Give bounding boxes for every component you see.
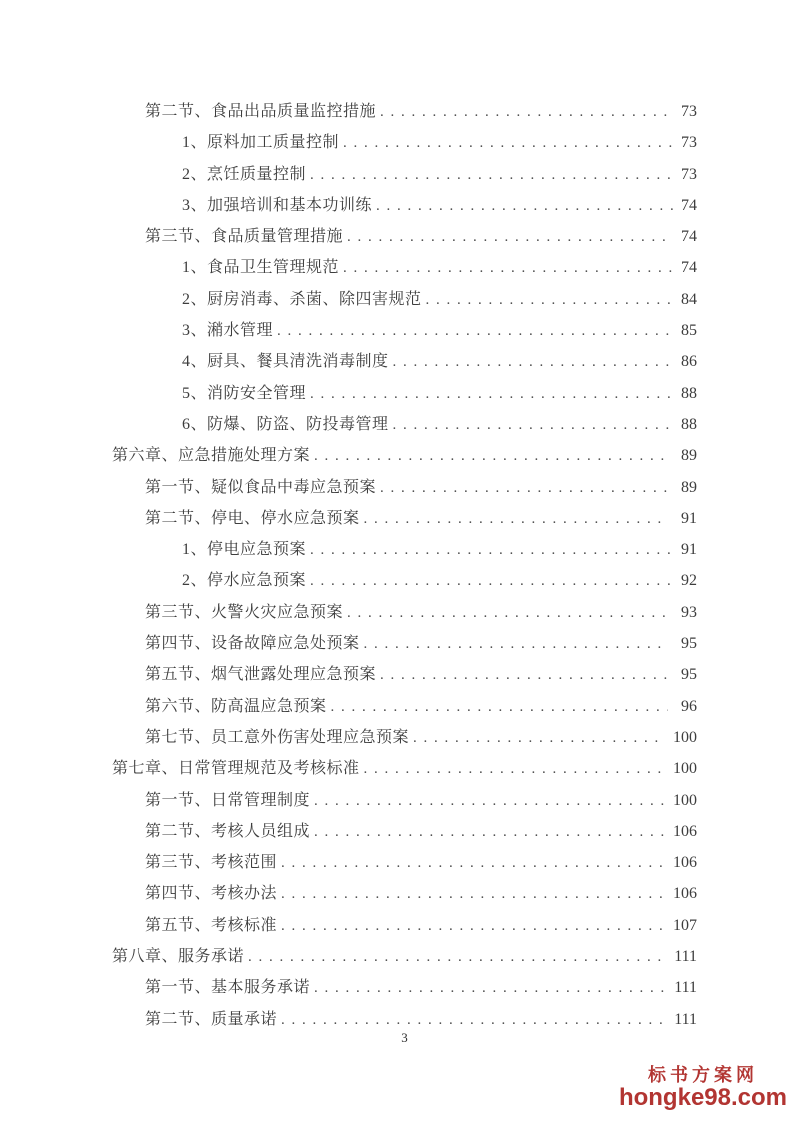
toc-entry-page: 100 [673, 791, 697, 809]
toc-entry-page: 85 [681, 322, 697, 340]
toc-entry-label: 2、烹饪质量控制 [182, 165, 307, 183]
toc-dot-leader [310, 159, 675, 190]
toc-entry [112, 284, 697, 315]
toc-entry-page: 88 [681, 384, 697, 402]
toc-entry [112, 190, 697, 221]
toc-entry-page: 86 [681, 353, 697, 371]
toc-entry-label: 第四节、设备故障应急处预案 [145, 635, 360, 653]
toc-entry-page: 95 [681, 666, 697, 684]
toc-dot-leader [347, 221, 668, 252]
toc-entry-page: 106 [673, 885, 697, 903]
toc-entry-page: 84 [681, 290, 697, 308]
toc-entry [112, 503, 697, 534]
toc-entry [112, 628, 697, 659]
toc-entry [112, 785, 697, 816]
toc-dot-leader [314, 785, 666, 816]
toc-entry-label: 1、食品卫生管理规范 [182, 259, 340, 277]
toc-entry-label: 第六章、应急措施处理方案 [112, 447, 311, 465]
toc-entry-label: 第三节、火警火灾应急预案 [145, 603, 344, 621]
toc-entry-label: 第六节、防高温应急预案 [145, 697, 327, 715]
toc-entry-page: 106 [673, 854, 697, 872]
watermark-site-name: 标书方案网 [647, 1064, 758, 1085]
toc-entry-page: 74 [681, 259, 697, 277]
toc-entry [112, 378, 697, 409]
toc-dot-leader [393, 409, 675, 440]
toc-entry [112, 472, 697, 503]
toc-entry-label: 第二节、质量承诺 [145, 1010, 278, 1028]
toc-entry [112, 597, 697, 628]
toc-dot-leader [426, 284, 675, 315]
toc-entry-label: 第八章、服务承诺 [112, 948, 245, 966]
toc-entry-page: 111 [674, 948, 697, 966]
toc-entry [112, 847, 697, 878]
toc-entry-label: 第七章、日常管理规范及考核标准 [112, 760, 360, 778]
toc-entry-page: 91 [681, 541, 697, 559]
toc-entry-label: 第一节、基本服务承诺 [145, 979, 311, 997]
toc-dot-leader [343, 252, 675, 283]
toc-entry [112, 910, 697, 941]
toc-entry-page: 93 [681, 603, 697, 621]
toc-entry-label: 第二节、停电、停水应急预案 [145, 509, 360, 527]
toc-dot-leader [343, 127, 675, 158]
toc-dot-leader [347, 597, 668, 628]
toc-entry-label: 第四节、考核办法 [145, 885, 278, 903]
toc-dot-leader [364, 503, 668, 534]
page-number: 3 [401, 1030, 408, 1045]
toc-dot-leader [364, 628, 668, 659]
toc-dot-leader [364, 753, 666, 784]
toc-dot-leader [413, 722, 666, 753]
toc-entry [112, 878, 697, 909]
toc-entry-label: 第二节、食品出品质量监控措施 [145, 103, 377, 120]
toc-entry [112, 565, 697, 596]
toc-dot-leader [380, 96, 668, 127]
toc-entry [112, 315, 697, 346]
toc-entry [112, 534, 697, 565]
toc-entry-page: 107 [673, 916, 697, 934]
toc-entry-label: 第一节、疑似食品中毒应急预案 [145, 478, 377, 496]
toc-entry-page: 91 [681, 509, 697, 527]
toc-dot-leader [314, 440, 668, 471]
table-of-contents [112, 96, 697, 1035]
toc-entry-page: 73 [681, 103, 697, 120]
toc-dot-leader [310, 534, 675, 565]
toc-dot-leader [314, 816, 666, 847]
page-footer [112, 1030, 697, 1046]
toc-entry-page: 111 [674, 1010, 697, 1028]
toc-entry [112, 691, 697, 722]
toc-entry-page: 73 [681, 165, 697, 183]
toc-entry [112, 409, 697, 440]
toc-entry-page: 73 [681, 134, 697, 152]
toc-entry [112, 221, 697, 252]
toc-entry-label: 第一节、日常管理制度 [145, 791, 311, 809]
toc-entry [112, 941, 697, 972]
toc-dot-leader [380, 659, 668, 690]
toc-entry-page: 74 [681, 196, 697, 214]
toc-entry-page: 89 [681, 447, 697, 465]
toc-dot-leader [393, 346, 675, 377]
toc-entry-label: 1、停电应急预案 [182, 541, 307, 559]
toc-dot-leader [380, 472, 668, 503]
toc-entry-page: 100 [673, 728, 697, 746]
toc-entry-page: 92 [681, 572, 697, 590]
toc-entry [112, 816, 697, 847]
toc-entry-label: 4、厨具、餐具清洗消毒制度 [182, 353, 389, 371]
toc-dot-leader [281, 910, 666, 941]
toc-entry-label: 6、防爆、防盗、防投毒管理 [182, 415, 389, 433]
toc-entry [112, 722, 697, 753]
toc-entry-label: 第二节、考核人员组成 [145, 822, 311, 840]
toc-dot-leader [281, 847, 666, 878]
toc-entry-page: 111 [674, 979, 697, 997]
toc-entry-label: 第三节、考核范围 [145, 854, 278, 872]
toc-entry-page: 89 [681, 478, 697, 496]
toc-entry [112, 972, 697, 1003]
toc-dot-leader [281, 878, 666, 909]
toc-entry-label: 2、厨房消毒、杀菌、除四害规范 [182, 290, 422, 308]
toc-entry [112, 659, 697, 690]
toc-entry-page: 106 [673, 822, 697, 840]
toc-dot-leader [277, 315, 675, 346]
toc-entry [112, 440, 697, 471]
toc-dot-leader [331, 691, 668, 722]
toc-entry [112, 753, 697, 784]
toc-entry-label: 第五节、考核标准 [145, 916, 278, 934]
toc-dot-leader [376, 190, 675, 221]
toc-entry [112, 96, 697, 127]
toc-entry-label: 3、潲水管理 [182, 322, 274, 340]
toc-entry-page: 100 [673, 760, 697, 778]
watermark-site-url: hongke98.com [618, 1083, 787, 1111]
toc-entry-label: 5、消防安全管理 [182, 384, 307, 402]
toc-entry [112, 252, 697, 283]
toc-entry-page: 88 [681, 415, 697, 433]
toc-entry-page: 74 [681, 228, 697, 246]
toc-dot-leader [310, 378, 675, 409]
toc-entry-page: 96 [681, 697, 697, 715]
toc-dot-leader [248, 941, 667, 972]
toc-entry-label: 第七节、员工意外伤害处理应急预案 [145, 728, 410, 746]
toc-entry-label: 1、原料加工质量控制 [182, 134, 340, 152]
toc-entry [112, 127, 697, 158]
watermark [619, 1066, 787, 1110]
toc-entry-page: 95 [681, 635, 697, 653]
toc-entry [112, 159, 697, 190]
toc-dot-leader [310, 565, 675, 596]
toc-entry [112, 346, 697, 377]
toc-entry-label: 2、停水应急预案 [182, 572, 307, 590]
toc-entry-label: 3、加强培训和基本功训练 [182, 196, 373, 214]
toc-entry-label: 第三节、食品质量管理措施 [145, 228, 344, 246]
toc-dot-leader [314, 972, 667, 1003]
toc-entry-label: 第五节、烟气泄露处理应急预案 [145, 666, 377, 684]
